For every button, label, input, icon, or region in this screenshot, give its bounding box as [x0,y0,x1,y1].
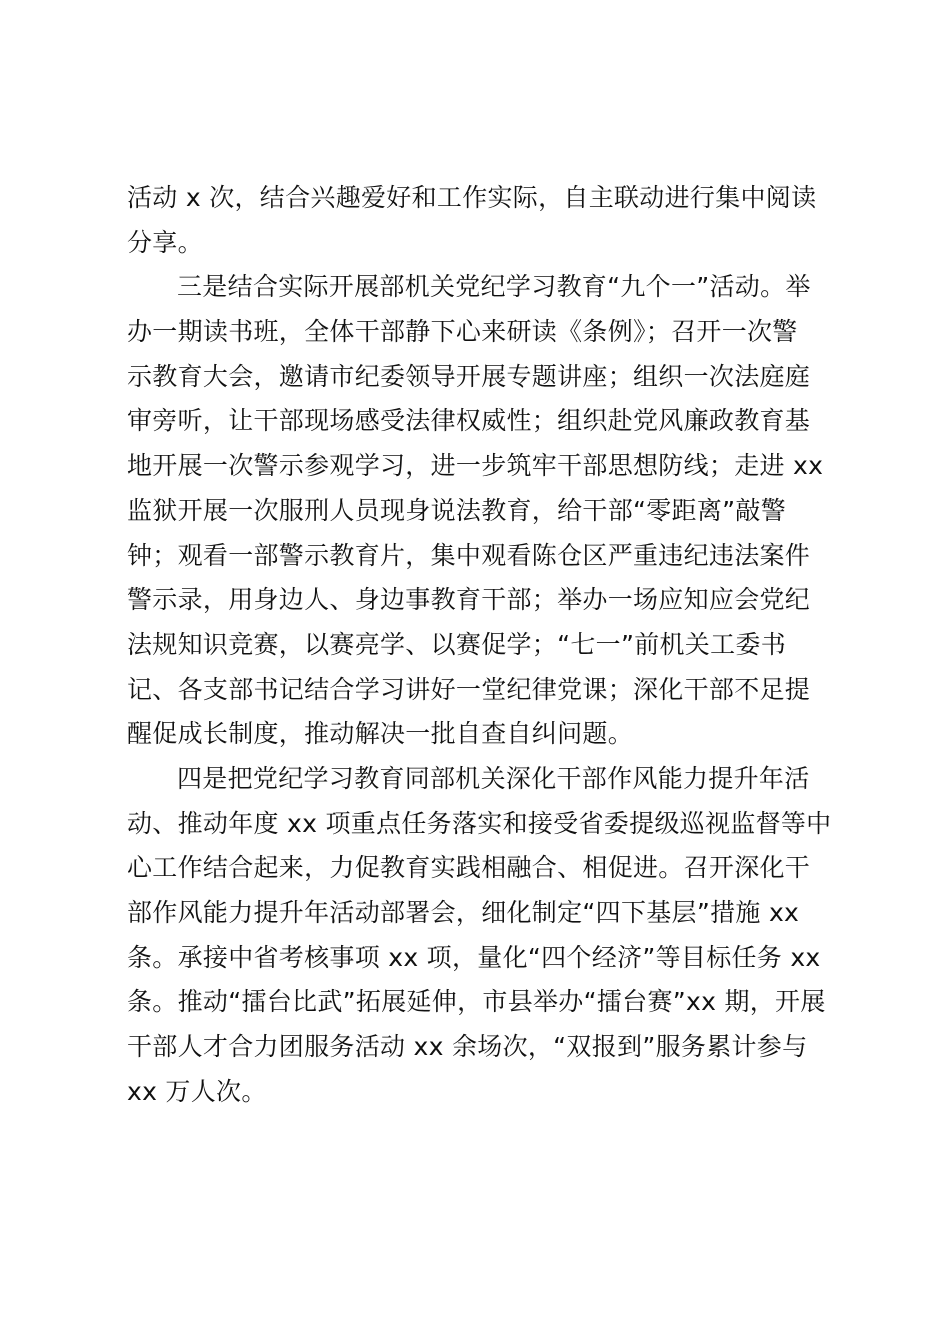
text-line: 示教育大会，邀请市纪委领导开展专题讲座；组织一次法庭庭 [127,361,811,391]
text-line: 四是把党纪学习教育同部机关深化干部作风能力提升年活 [177,763,810,793]
text-line: 醒促成长制度，推动解决一批自查自纠问题。 [127,719,634,749]
text-line: 条。推动“擂台比武”拓展延伸，市县举办“擂台赛”xx 期，开展 [127,987,826,1017]
text-line: 心工作结合起来，力促教育实践相融合、相促进。召开深化干 [127,853,811,883]
text-line: 分享。 [127,227,203,257]
paragraph-work-style-integration [127,757,833,1115]
text-line: 条。承接中省考核事项 xx 项，量化“四个经济”等目标任务 xx [127,942,821,972]
text-line: 监狱开展一次服刑人员现身说法教育，给干部“零距离”敲警 [127,495,787,525]
text-line: 警示录，用身边人、身边事教育干部；举办一场应知应会党纪 [127,585,811,615]
text-line: 记、各支部书记结合学习讲好一堂纪律党课；深化干部不足提 [127,674,811,704]
paragraph-nine-ones-activity [127,265,833,757]
paragraph-reading-activity [127,176,833,265]
text-line: 办一期读书班，全体干部静下心来研读《条例》；召开一次警 [127,317,798,347]
text-line: 审旁听，让干部现场感受法律权威性；组织赴党风廉政教育基 [127,406,811,436]
document-body [127,176,833,1114]
text-line: 法规知识竞赛，以赛亮学、以赛促学；“七一”前机关工委书 [127,629,787,659]
text-line: 三是结合实际开展部机关党纪学习教育“九个一”活动。举 [177,272,811,302]
text-line: 活动 x 次，结合兴趣爱好和工作实际，自主联动进行集中阅读 [127,183,817,212]
text-line: 地开展一次警示参观学习，进一步筑牢干部思想防线；走进 xx [127,451,824,481]
text-line: 部作风能力提升年活动部署会，细化制定“四下基层”措施 xx [127,898,800,927]
text-line: 钟；观看一部警示教育片，集中观看陈仓区严重违纪违法案件 [127,540,811,570]
text-line: 动、推动年度 xx 项重点任务落实和接受省委提级巡视监督等中 [127,808,832,838]
text-line: xx 万人次。 [127,1076,267,1106]
text-line: 干部人才合力团服务活动 xx 余场次，“双报到”服务累计参与 [127,1032,808,1062]
